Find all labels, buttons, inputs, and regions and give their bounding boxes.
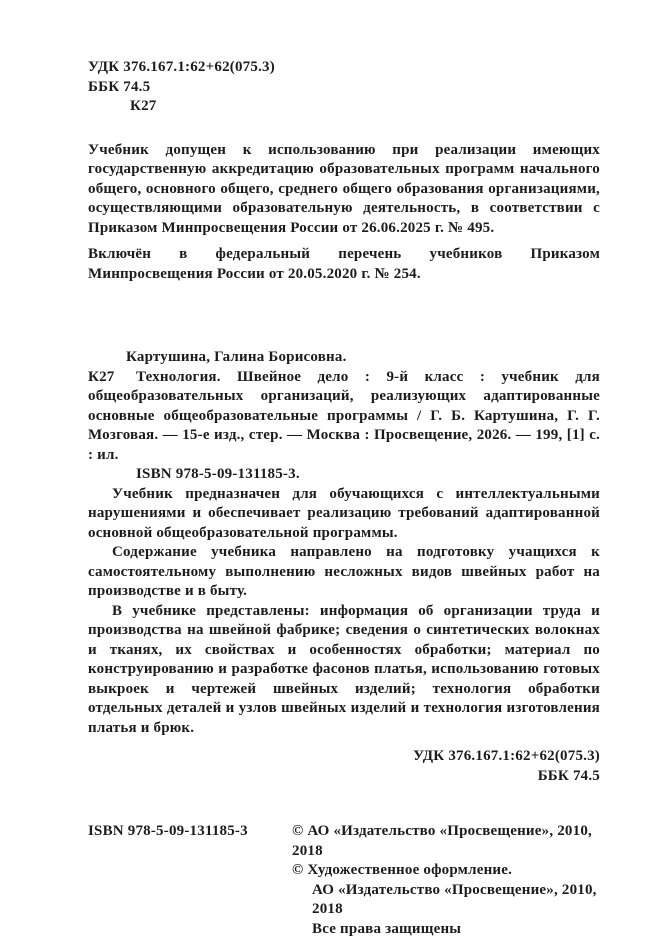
isbn-bottom: ISBN 978-5-09-131185-3 [88,822,292,842]
book-code-top: К27 [130,97,600,117]
accreditation-notice: Учебник допущен к использованию при реализации имеющих государственную аккредитацию образовательных программ начального общего, основного общего, среднего общего образования организациями, осуществляющими образовательную деятельность, в соответствии с Приказом Минпросвещения России от 26.06.2025 г. № 495. [88,141,600,239]
author-name: Картушина, Галина Борисовна. [126,348,600,368]
bbk-top: ББК 74.5 [88,78,600,98]
annotation-paragraph-2: Содержание учебника направлено на подготовку учащихся к самостоятельному выполнению несложных видов швейных работ на производстве и в быту. [88,543,600,602]
spacer [88,238,600,245]
annotation-paragraph-3: В учебнике представлены: информация об организации труда и производства на швейной фабрике; сведения о синтетических волокнах и тканях, их свойствах и особенностях обработки; материал по конструированию и разработке фасонов платья, использованию готовых выкроек и чертежей швейных изделий; технология обработки отдельных деталей и узлов швейных изделий и технология изготовления платья и брюк. [88,602,600,739]
spacer [88,117,600,141]
isbn-entry: ISBN 978-5-09-131185-3. [136,465,600,485]
annotation-paragraph-1: Учебник предназначен для обучающихся с интеллектуальными нарушениями и обеспечивает реализацию требований адаптированной основной общеобразовательной программы. [88,485,600,544]
classification-refs [88,747,600,786]
copyright-block [88,822,600,939]
udk-top: УДК 376.167.1:62+62(075.3) [88,58,600,78]
udk-bottom: УДК 376.167.1:62+62(075.3) [88,747,600,767]
bibliographic-entry [88,368,600,466]
bibliographic-entry-text: Технология. Швейное дело : 9-й класс : учебник для общеобразовательных организаций, реализующих адаптированные основные общеобразовательные программы / Г. Б. Картушина, Г. Г. Мозговая. — 15-е изд., стер. — Москва : Просвещение, 2026. — 199, [1] с. : ил. [88,369,600,463]
copyright-line-4: Все права защищены [292,920,600,939]
copyright-line-2: © Художественное оформление. [292,861,600,881]
copyright-line-1: © АО «Издательство «Просвещение», 2010, 2018 [292,822,600,861]
federal-list-notice: Включён в федеральный перечень учебников Приказом Минпросвещения России от 20.05.2020 г. № 254. [88,245,600,284]
bbk-bottom: ББК 74.5 [88,767,600,787]
copyright-lines [292,822,600,939]
book-code-entry: К27 [88,368,114,388]
spacer [88,284,600,348]
copyright-line-3: АО «Издательство «Просвещение», 2010, 2018 [292,881,600,920]
